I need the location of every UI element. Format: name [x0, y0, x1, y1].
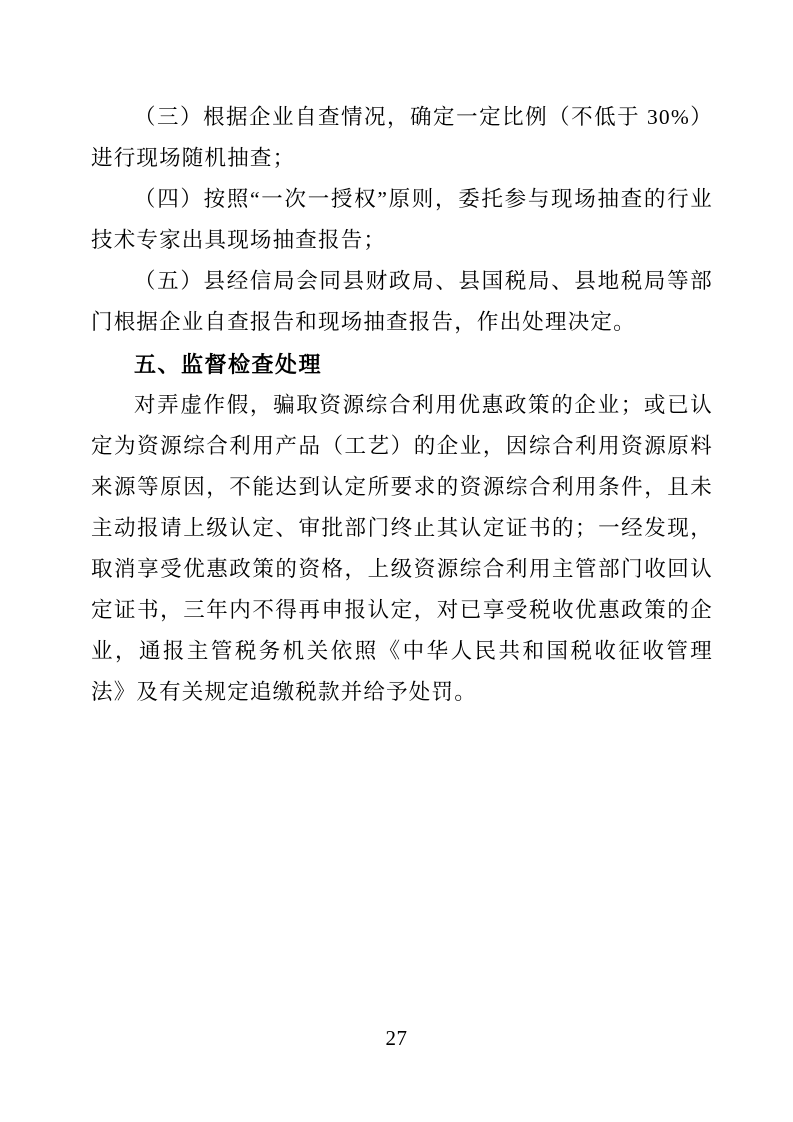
paragraph-penalty-clause: 对弄虚作假，骗取资源综合利用优惠政策的企业；或已认定为资源综合利用产品（工艺）的企业，因综合利用资源原料来源等原因，不能达到认定所要求的资源综合利用条件，且未主动报请上级认定、审批部门终止其认定证书的；一经发现，取消享受优惠政策的资格，上级资源综合利用主管部门收回认定证书，三年内不得再申报认定，对已享受税收优惠政策的企业，通报主管税务机关依照《中华人民共和国税收征收管理法》及有关规定追缴税款并给予处罚。	[91, 392, 713, 705]
paragraph-item-five: （五）县经信局会同县财政局、县国税局、县地税局等部门根据企业自查报告和现场抽查报告，作出处理决定。	[91, 269, 713, 335]
paragraph-item-three: （三）根据企业自查情况，确定一定比例（不低于 30%）进行现场随机抽查；	[91, 105, 713, 171]
page-number: 27	[385, 1026, 408, 1050]
paragraph-item-four: （四）按照“一次一授权”原则，委托参与现场抽查的行业技术专家出具现场抽查报告；	[91, 187, 713, 253]
document-body	[91, 97, 713, 713]
section-heading-supervision: 五、监督检查处理	[134, 351, 323, 377]
